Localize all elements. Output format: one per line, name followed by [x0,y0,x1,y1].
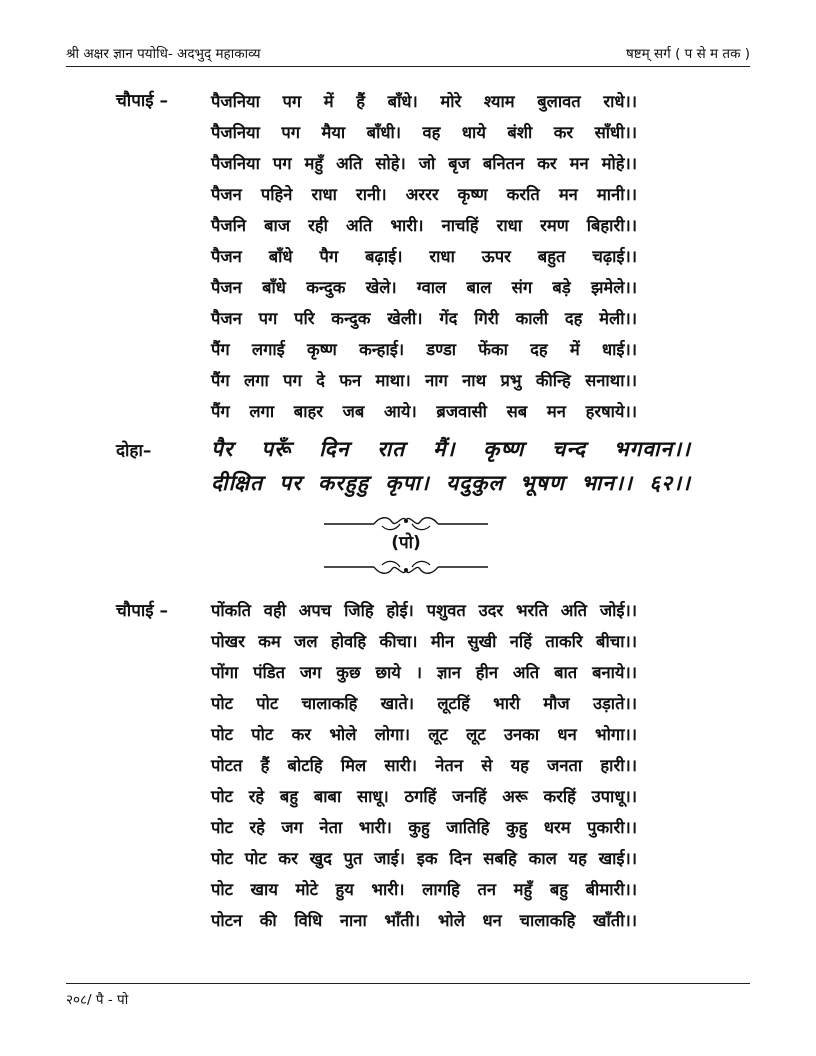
verse-line: पैजनिया पग मैया बाँधी। वह धाये बंशी कर साँधी।। [211,123,637,142]
verse-line: पैजनिया पग में हैं बाँधे। मोरे श्याम बुलावत राधे।। [211,92,637,111]
section-divider [316,510,496,590]
verse-line: पोंगा पंडित जग कुछ छाये । ज्ञान हीन अति बात बनाये।। [211,663,637,682]
verse-line: पैंग लगा बाहर जब आये। ब्रजवासी सब मन हरषाये।। [211,402,637,421]
page-number: २०८/ पै - पो [66,992,129,1008]
chaupai-block-2 [211,595,637,936]
verse-line: पोंकति वही अपच जिहि होई। पशुवत उदर भरति अति जोई।। [211,601,637,620]
verse-line: पोट पोट कर भोले लोगा। लूट लूट उनका धन भोगा।। [211,725,637,744]
verse-line: पैजनिया पग महुँ अति सोहे। जो बृज बनितन कर मन मोहे।। [211,154,637,173]
chaupai-block-1 [211,86,637,427]
verse-line: पैजन पग परि कन्दुक खेली। गेंद गिरी काली दह मेली।। [211,309,637,328]
doha-line: पैर परूँ दिन रात मैं। कृष्ण चन्द भगवान।। [211,437,691,461]
running-header [66,42,750,67]
doha-label: दोहा– [116,441,152,461]
page-footer [66,983,750,1008]
header-canto-title: षष्टम् सर्ग ( प से म तक ) [626,46,750,62]
chaupai-label-1: चौपाई – [116,91,169,111]
verse-line: पोट रहे बहु बाबा साधू। ठगहिं जनहिं अरू करहिं उपाधू।। [211,787,637,806]
verse-line: पोट रहे जग नेता भारी। कुहु जातिहि कुहु धरम पुकारी।। [211,818,637,837]
header-book-title: श्री अक्षर ज्ञान पयोधि- अदभुद् महाकाव्य [66,46,261,62]
verse-line: पोट पोट चालाकहि खाते। लूटहिं भारी मौज उड़ाते।। [211,694,637,713]
verse-line: पोट पोट कर खुद पुत जाई। इक दिन सबहि काल यह खाई।। [211,849,637,868]
doha-line: दीक्षित पर करहुहु कृपा। यदुकुल भूषण भान।। ६२।। [211,471,691,495]
verse-line: पैंग लगाई कृष्ण कन्हाई। डण्डा फेंका दह में धाई।। [211,340,637,359]
verse-line: पैजन पहिने राधा रानी। अररर कृष्ण करति मन मानी।। [211,185,637,204]
verse-line: पोट खाय मोटे हुय भारी। लागहि तन महुँ बहु बीमारी।। [211,880,637,899]
chaupai-label-2: चौपाई – [116,601,169,621]
section-heading: (पो) [391,533,421,553]
verse-line: पोटन की विधि नाना भाँती। भोले धन चालाकहि खाँती।। [211,911,637,930]
verse-line: पैजन बाँधे पैग बढ़ाई। राधा ऊपर बहुत चढ़ाई।। [211,247,637,266]
verse-line: पैजन बाँधे कन्दुक खेले। ग्वाल बाल संग बड़े झमेले।। [211,278,637,297]
verse-line: पैंग लगा पग दे फन माथा। नाग नाथ प्रभु कीन्हि सनाथा।। [211,371,637,390]
doha-block [211,432,691,500]
verse-line: पोटत हैं बोटहि मिल सारी। नेतन से यह जनता हारी।। [211,756,637,775]
verse-line: पोखर कम जल होवहि कीचा। मीन सुखी नहिं ताकरि बीचा।। [211,632,637,651]
verse-line: पैजनि बाज रही अति भारी। नाचहिं राधा रमण बिहारी।। [211,216,637,235]
